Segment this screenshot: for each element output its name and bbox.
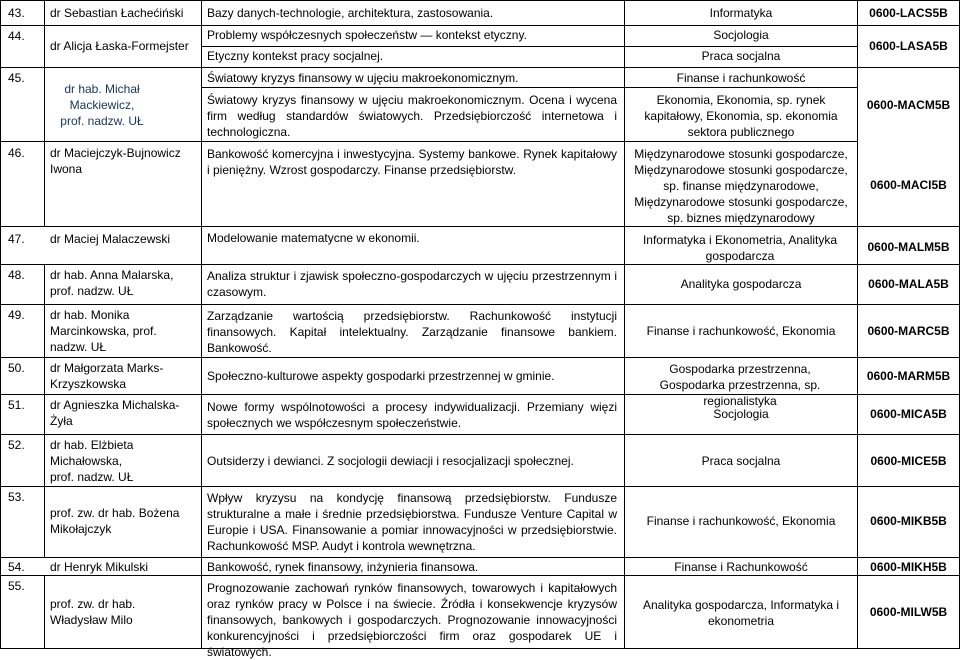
seminar-topic: Bankowość, rynek finansowy, inżynieria finansowa. bbox=[207, 560, 479, 574]
row-divider bbox=[0, 25, 960, 26]
course-code: 0600-MACI5B bbox=[870, 178, 947, 192]
supervisor-name: prof. nadzw. UŁ bbox=[50, 284, 134, 298]
row-number: 45. bbox=[8, 71, 25, 85]
course-code: 0600-MARC5B bbox=[867, 324, 950, 338]
col-divider bbox=[44, 0, 45, 226]
row-number: 51. bbox=[8, 398, 25, 412]
row-number: 43. bbox=[8, 6, 25, 20]
field-of-study: Informatyka bbox=[709, 6, 773, 20]
supervisor-name: dr Maciej Malaczewski bbox=[50, 232, 171, 246]
field-of-study: Gospodarka przestrzenna, Gospodarka przestrzenna, sp. regionalistyka bbox=[659, 362, 821, 408]
seminar-topic: Nowe formy wspólnotowości a procesy indywidualizacji. Przemiany więzi społecznych we współczesnym społeczeństwie. bbox=[207, 400, 617, 430]
supervisor-name: Michałowska, bbox=[50, 454, 123, 468]
supervisor-name: nadzw. UŁ bbox=[50, 340, 107, 354]
row-divider bbox=[201, 87, 857, 88]
field-of-study: Ekonomia, Ekonomia, sp. rynek kapitałowy, Ekonomia, sp. ekonomia sektora publicznego bbox=[644, 93, 838, 139]
supervisor-name: Krzyszkowska bbox=[50, 377, 127, 391]
course-code: 0600-MILW5B bbox=[869, 605, 948, 619]
course-code: 0600-LACS5B bbox=[869, 6, 948, 20]
supervisor-name: dr hab. Michał bbox=[64, 82, 140, 96]
seminar-topic: Zarządzanie wartością przedsiębiorstw. Rachunkowość instytucji finansowych. Kapitał intelektualny. Zarządzanie finansowe bankiem. Bankowość. bbox=[207, 309, 617, 355]
course-code: 0600-MACM5B bbox=[866, 98, 951, 112]
course-code: 0600-MICA5B bbox=[870, 407, 947, 421]
seminar-topic: Światowy kryzys finansowy w ujęciu makroekonomicznym. Ocena i wycena firm według standardów światowych. Przedsiębiorczość internetowa i technologiczna. bbox=[207, 93, 617, 139]
row-divider bbox=[0, 264, 960, 265]
seminar-topic: Prognozowanie zachowań rynków finansowych, towarowych i kapitałowych oraz rynków pracy w Polsce i na świecie. Źródła i konsekwencje kryzysów finansowych, bankowych i gospodarczych. Prognozowanie innowacyjności konkurencyjności i przedsiębiorczości firm oraz gospodarek UE i światowych. bbox=[207, 581, 617, 659]
row-divider bbox=[0, 141, 857, 142]
supervisor-name: prof. nadzw. UŁ bbox=[60, 114, 144, 128]
course-code: 0600-MALA5B bbox=[868, 277, 949, 291]
table-border-left bbox=[0, 0, 1, 649]
seminar-topic: Outsiderzy i dewianci. Z socjologii dewiacji i resocjalizacji społecznej. bbox=[207, 454, 574, 468]
course-code: 0600-MALM5B bbox=[867, 240, 950, 254]
supervisor-name: dr Henryk Mikulski bbox=[50, 560, 149, 574]
field-of-study: Finanse i rachunkowość, Ekonomia bbox=[646, 324, 836, 338]
row-divider bbox=[0, 67, 960, 68]
supervisor-name: prof. nadzw. UŁ bbox=[50, 470, 134, 484]
row-divider bbox=[0, 575, 960, 576]
row-number: 55. bbox=[8, 579, 25, 593]
field-of-study: Socjologia bbox=[713, 28, 769, 42]
supervisor-name: dr Sebastian Łachećiński bbox=[50, 6, 184, 20]
supervisor-name: Iwona bbox=[50, 162, 83, 176]
course-code: 0600-MARM5B bbox=[866, 369, 951, 383]
row-number: 46. bbox=[8, 146, 25, 160]
col-divider bbox=[44, 575, 45, 649]
row-divider bbox=[0, 226, 960, 227]
field-of-study: Socjologia bbox=[713, 407, 769, 421]
table-border-top bbox=[0, 0, 960, 1]
seminar-topic: Społeczno-kulturowe aspekty gospodarki przestrzennej w gminie. bbox=[207, 369, 555, 383]
row-number: 52. bbox=[8, 438, 25, 452]
row-divider bbox=[0, 434, 960, 435]
col-divider bbox=[44, 264, 45, 557]
field-of-study: Analityka gospodarcza, Informatyka i ekonometria bbox=[642, 598, 840, 628]
course-code: 0600-MICE5B bbox=[870, 454, 947, 468]
supervisor-name: Mikołajczyk bbox=[50, 522, 112, 536]
col-divider bbox=[201, 0, 202, 649]
row-divider bbox=[201, 46, 857, 47]
row-number: 53. bbox=[8, 490, 25, 504]
row-number: 54. bbox=[8, 560, 25, 574]
supervisor-name: dr hab. Monika bbox=[50, 308, 130, 322]
supervisor-name: dr hab. Anna Malarska, bbox=[50, 268, 174, 282]
field-of-study: Informatyka i Ekonometria, Analityka gospodarcza bbox=[642, 233, 838, 263]
supervisor-name: Mackiewicz, bbox=[69, 98, 135, 112]
supervisor-name: Władysław Milo bbox=[50, 613, 133, 627]
seminar-topic: Światowy kryzys finansowy w ujęciu makroekonomicznym. bbox=[207, 71, 519, 85]
course-code: 0600-LASA5B bbox=[869, 39, 948, 53]
supervisor-name: dr Małgorzata Marks- bbox=[50, 361, 164, 375]
field-of-study: Finanse i rachunkowość bbox=[676, 71, 806, 85]
seminar-topic: Problemy współczesnych społeczeństw — kontekst etyczny. bbox=[207, 28, 527, 42]
supervisor-name: dr Maciejczyk-Bujnowicz bbox=[50, 146, 181, 160]
course-code: 0600-MIKH5B bbox=[870, 560, 947, 574]
field-of-study: Finanse i rachunkowość, Ekonomia bbox=[646, 514, 836, 528]
row-divider bbox=[0, 304, 960, 305]
row-number: 47. bbox=[8, 232, 25, 246]
field-of-study: Finanse i Rachunkowość bbox=[674, 560, 808, 574]
seminar-topic: Etyczny kontekst pracy socjalnej. bbox=[207, 49, 384, 63]
supervisor-name: dr Agnieszka Michalska- bbox=[50, 398, 180, 412]
seminar-topic: Analiza struktur i zjawisk społeczno-gospodarczych w ujęciu przestrzennym i czasowym. bbox=[207, 269, 617, 299]
row-number: 44. bbox=[8, 29, 25, 43]
field-of-study: Praca socjalna bbox=[701, 49, 781, 63]
field-of-study: Analityka gospodarcza bbox=[680, 277, 802, 291]
row-divider bbox=[0, 486, 960, 487]
row-number: 49. bbox=[8, 308, 25, 322]
seminar-topic: Modelowanie matematycne w ekonomii. bbox=[207, 231, 420, 245]
supervisor-name: dr hab. Elżbieta bbox=[50, 438, 134, 452]
row-number: 50. bbox=[8, 361, 25, 375]
row-number: 48. bbox=[8, 268, 25, 282]
row-divider bbox=[0, 557, 960, 558]
supervisor-name: dr Alicja Łaska-Formejster bbox=[50, 39, 189, 53]
supervisor-name: Żyła bbox=[50, 414, 73, 428]
supervisor-name: prof. zw. dr hab. Bożena bbox=[50, 506, 180, 520]
supervisor-name: Marcinkowska, prof. bbox=[50, 324, 157, 338]
seminar-topic: Bankowość komercyjna i inwestycyjna. Systemy bankowe. Rynek kapitałowy i pieniężny. Wzrost gospodarczy. Finanse przedsiębiorstw. bbox=[207, 147, 617, 177]
supervisor-name: prof. zw. dr hab. bbox=[50, 597, 136, 611]
field-of-study: Praca socjalna bbox=[701, 454, 781, 468]
seminar-topic: Bazy danych-technologie, architektura, zastosowania. bbox=[207, 6, 494, 20]
field-of-study: Międzynarodowe stosunki gospodarcze, Międzynarodowe stosunki gospodarcze, sp. finanse międzynarodowe, Międzynarodowe stosunki gospodarcze, sp. biznes międzynarodowy bbox=[634, 147, 848, 225]
row-divider bbox=[0, 357, 960, 358]
seminar-topic: Wpływ kryzysu na kondycję finansową przedsiębiorstw. Fundusze strukturalne a małe i średnie przedsiębiorstwa. Fundusze Venture Capital w Europie i USA. Finansowanie a pomiar innowacyjności w przedsiębiorstwie. Rachunkowość MSP. Audyt i kontrola wewnętrzna. bbox=[207, 491, 617, 553]
course-code: 0600-MIKB5B bbox=[870, 514, 947, 528]
